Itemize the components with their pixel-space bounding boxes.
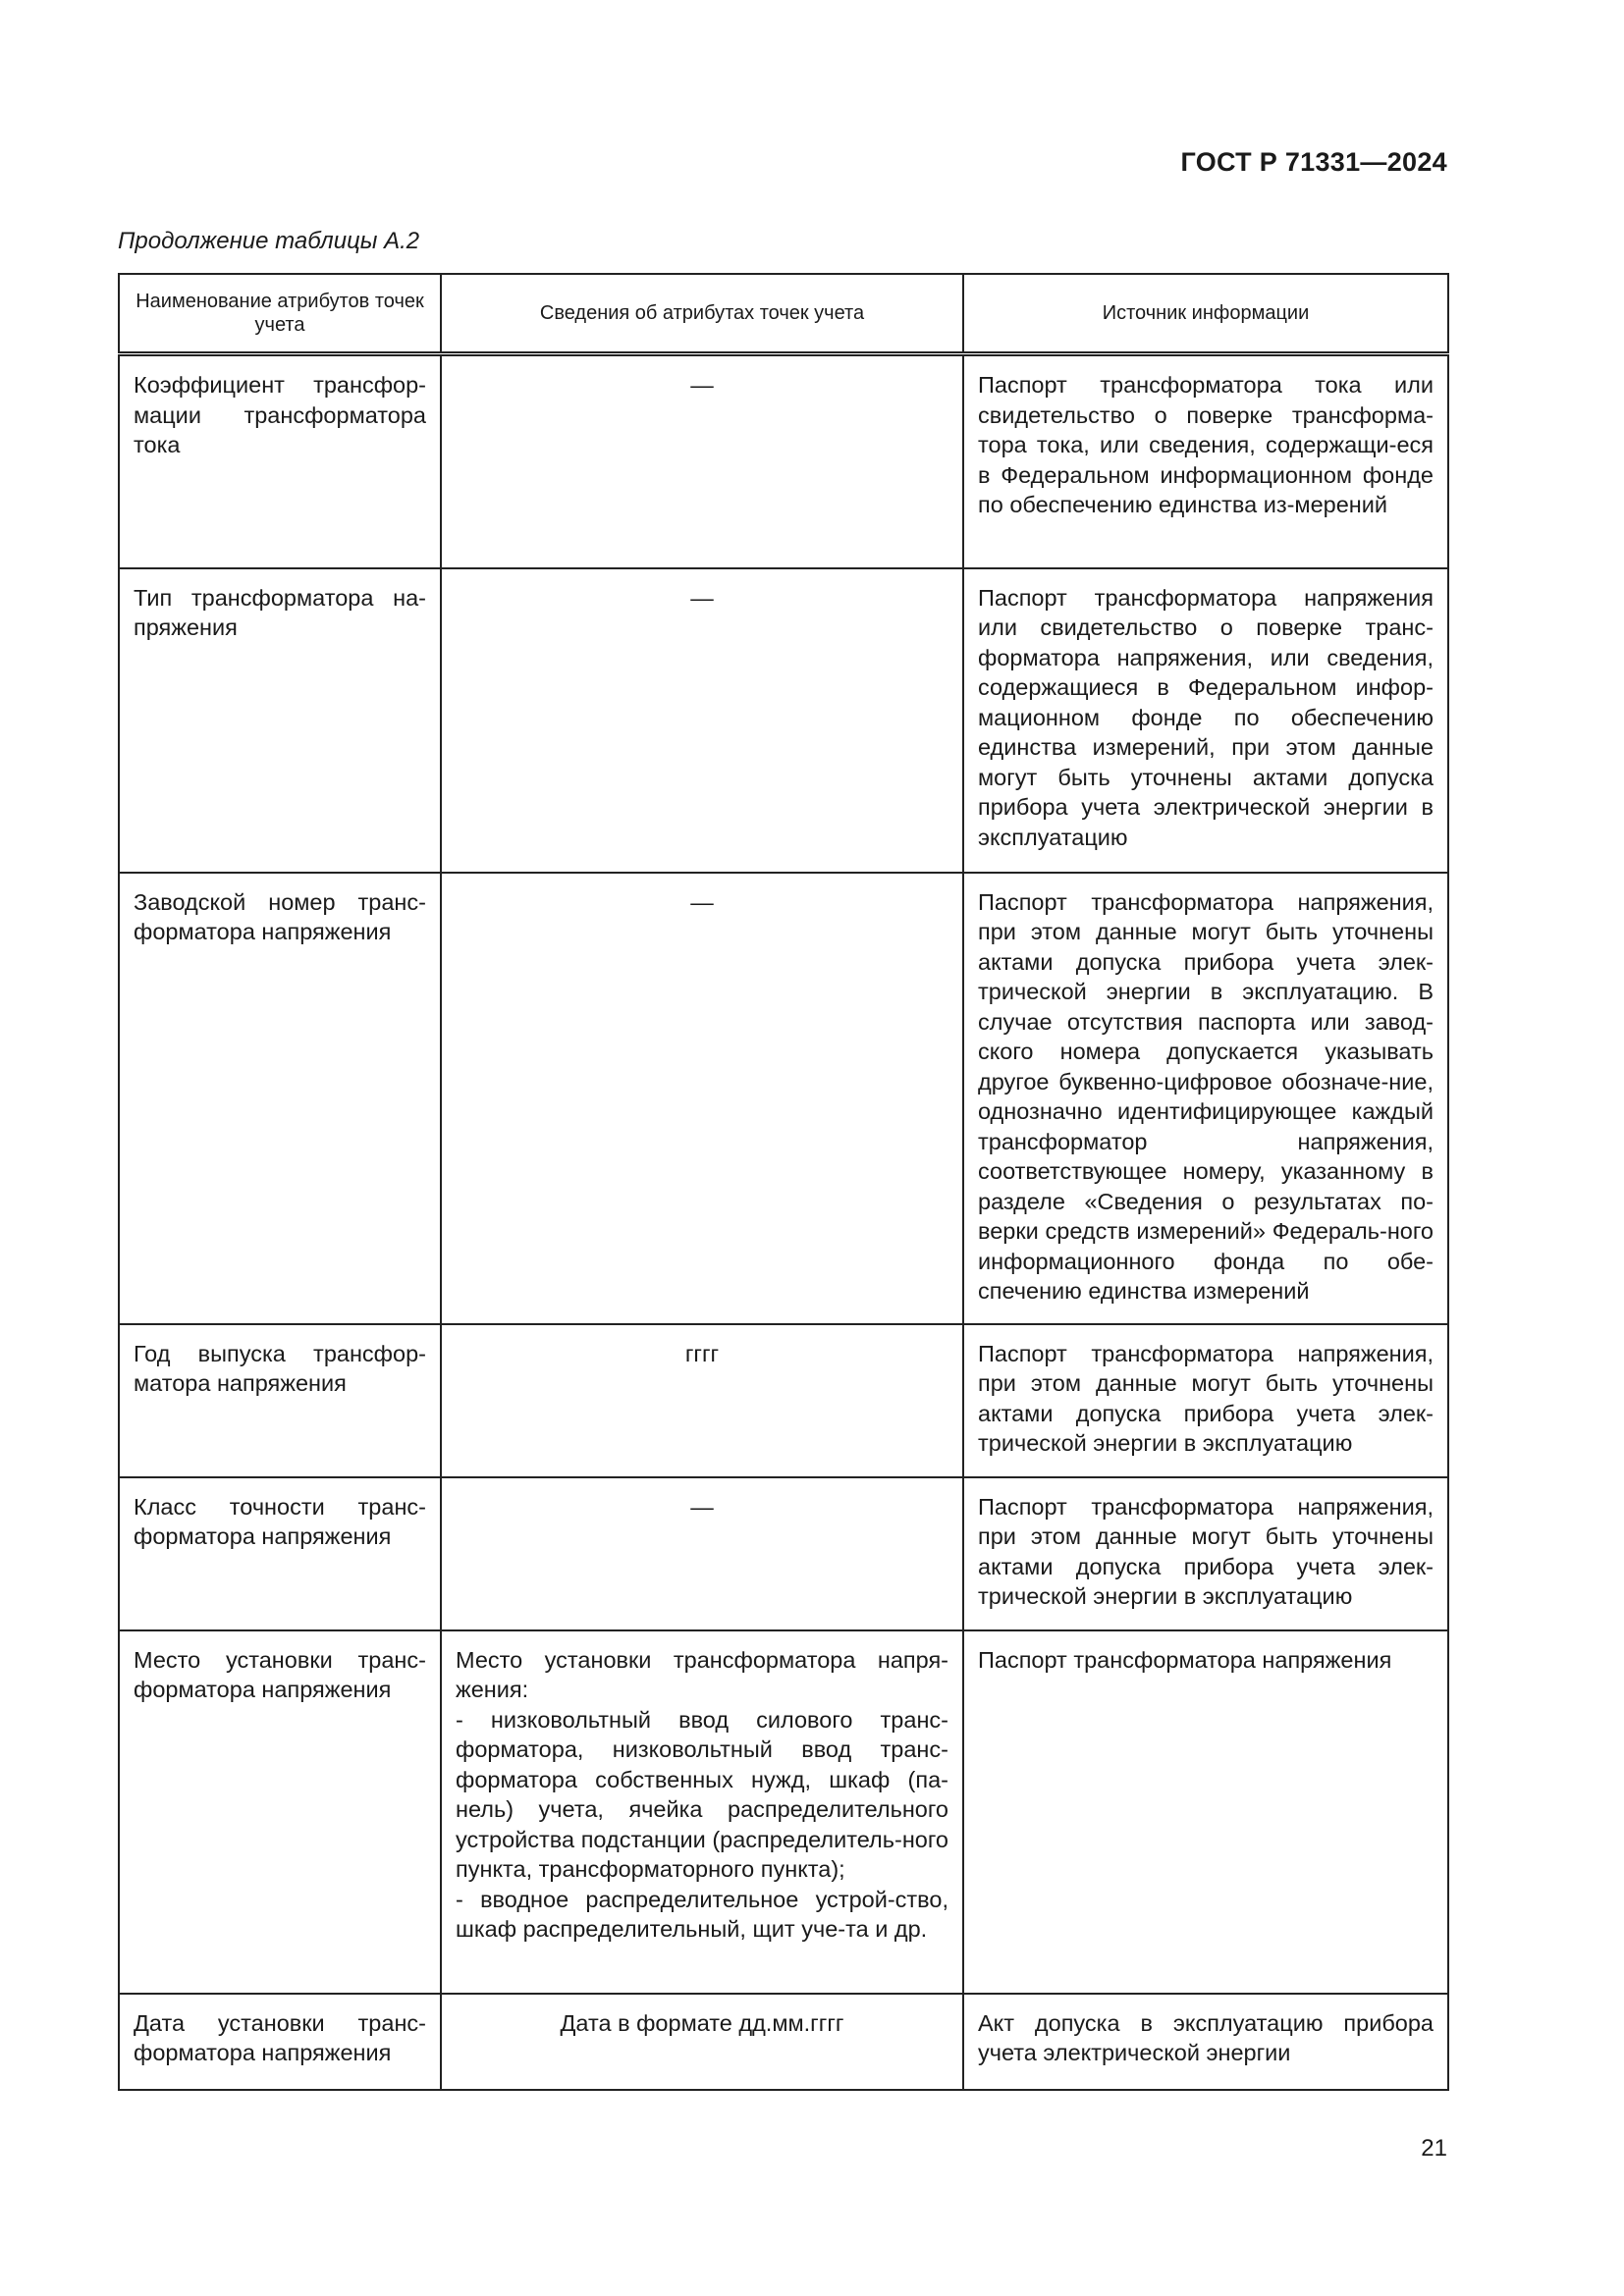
row-name-cell: Тип трансформатора на-пряжения	[119, 568, 441, 873]
row-source-cell: Паспорт трансформатора напряжения, при этом данные могут быть уточнены актами допуска прибора учета элек-трической энергии в эксплуатацию	[963, 1477, 1448, 1630]
column-header-source: Источник информации	[963, 274, 1448, 354]
table-row	[119, 354, 1448, 568]
row-info-cell: гггг	[441, 1324, 963, 1477]
table-row	[119, 873, 1448, 1324]
row-source-cell: Паспорт трансформатора напряжения, при этом данные могут быть уточнены актами допуска прибора учета элек-трической энергии в эксплуатацию	[963, 1324, 1448, 1477]
row-source-cell: Паспорт трансформатора напряжения	[963, 1630, 1448, 1994]
info-line: - низковольтный ввод силового транс-форматора, низковольтный ввод транс-форматора собственных нужд, шкаф (па-нель) учета, ячейка распределительного устройства подстанции (распределитель-ного пункта, трансформаторного пункта);	[456, 1706, 948, 1882]
row-info-cell: —	[441, 354, 963, 568]
row-source-cell: Паспорт трансформатора тока или свидетельство о поверке трансформа-тора тока, или сведения, содержащи-еся в Федеральном информационном фонде по обеспечению единства из-мерений	[963, 354, 1448, 568]
info-line: - вводное распределительное устрой-ство, шкаф распределительный, щит уче-та и др.	[456, 1886, 948, 1942]
row-source-cell: Акт допуска в эксплуатацию прибора учета электрической энергии	[963, 1994, 1448, 2090]
row-info-cell	[441, 1630, 963, 1994]
table-row	[119, 1477, 1448, 1630]
row-source-cell: Паспорт трансформатора напряжения или свидетельство о поверке транс-форматора напряжения, или сведения, содержащиеся в Федеральном инфор-мационном фонде по обеспечению единства измерений, при этом данные могут быть уточнены актами допуска прибора учета электрической энергии в эксплуатацию	[963, 568, 1448, 873]
row-name-cell: Класс точности транс-форматора напряжения	[119, 1477, 441, 1630]
row-name-cell: Место установки транс-форматора напряжения	[119, 1630, 441, 1994]
table-row	[119, 1324, 1448, 1477]
table-row	[119, 1994, 1448, 2090]
row-info-cell: —	[441, 873, 963, 1324]
attributes-table	[118, 273, 1449, 2091]
table-row	[119, 568, 1448, 873]
row-name-cell: Год выпуска трансфор-матора напряжения	[119, 1324, 441, 1477]
page-number: 21	[1421, 2135, 1447, 2162]
row-info-cell: —	[441, 568, 963, 873]
column-header-name: Наименование атрибутов точек учета	[119, 274, 441, 354]
table-header-row	[119, 274, 1448, 354]
column-header-info: Сведения об атрибутах точек учета	[441, 274, 963, 354]
info-line: Место установки трансформатора напря-жения:	[456, 1646, 948, 1702]
row-name-cell: Заводской номер транс-форматора напряжения	[119, 873, 441, 1324]
row-name-cell: Дата установки транс-форматора напряжения	[119, 1994, 441, 2090]
row-source-cell: Паспорт трансформатора напряжения, при этом данные могут быть уточнены актами допуска прибора учета элек-трической энергии в эксплуатацию. В случае отсутствия паспорта или завод-ского номера допускается указывать другое буквенно-цифровое обозначе-ние, однозначно идентифицирующее каждый трансформатор напряжения, соответствующее номеру, указанному в разделе «Сведения о результатах по-верки средств измерений» Федераль-ного информационного фонда по обе-спечению единства измерений	[963, 873, 1448, 1324]
row-info-cell: —	[441, 1477, 963, 1630]
table-row	[119, 1630, 1448, 1994]
row-name-cell: Коэффициент трансфор-мации трансформатора тока	[119, 354, 441, 568]
row-info-cell: Дата в формате дд.мм.гггг	[441, 1994, 963, 2090]
table-caption: Продолжение таблицы А.2	[118, 228, 420, 254]
document-code: ГОСТ Р 71331—2024	[1180, 147, 1447, 177]
